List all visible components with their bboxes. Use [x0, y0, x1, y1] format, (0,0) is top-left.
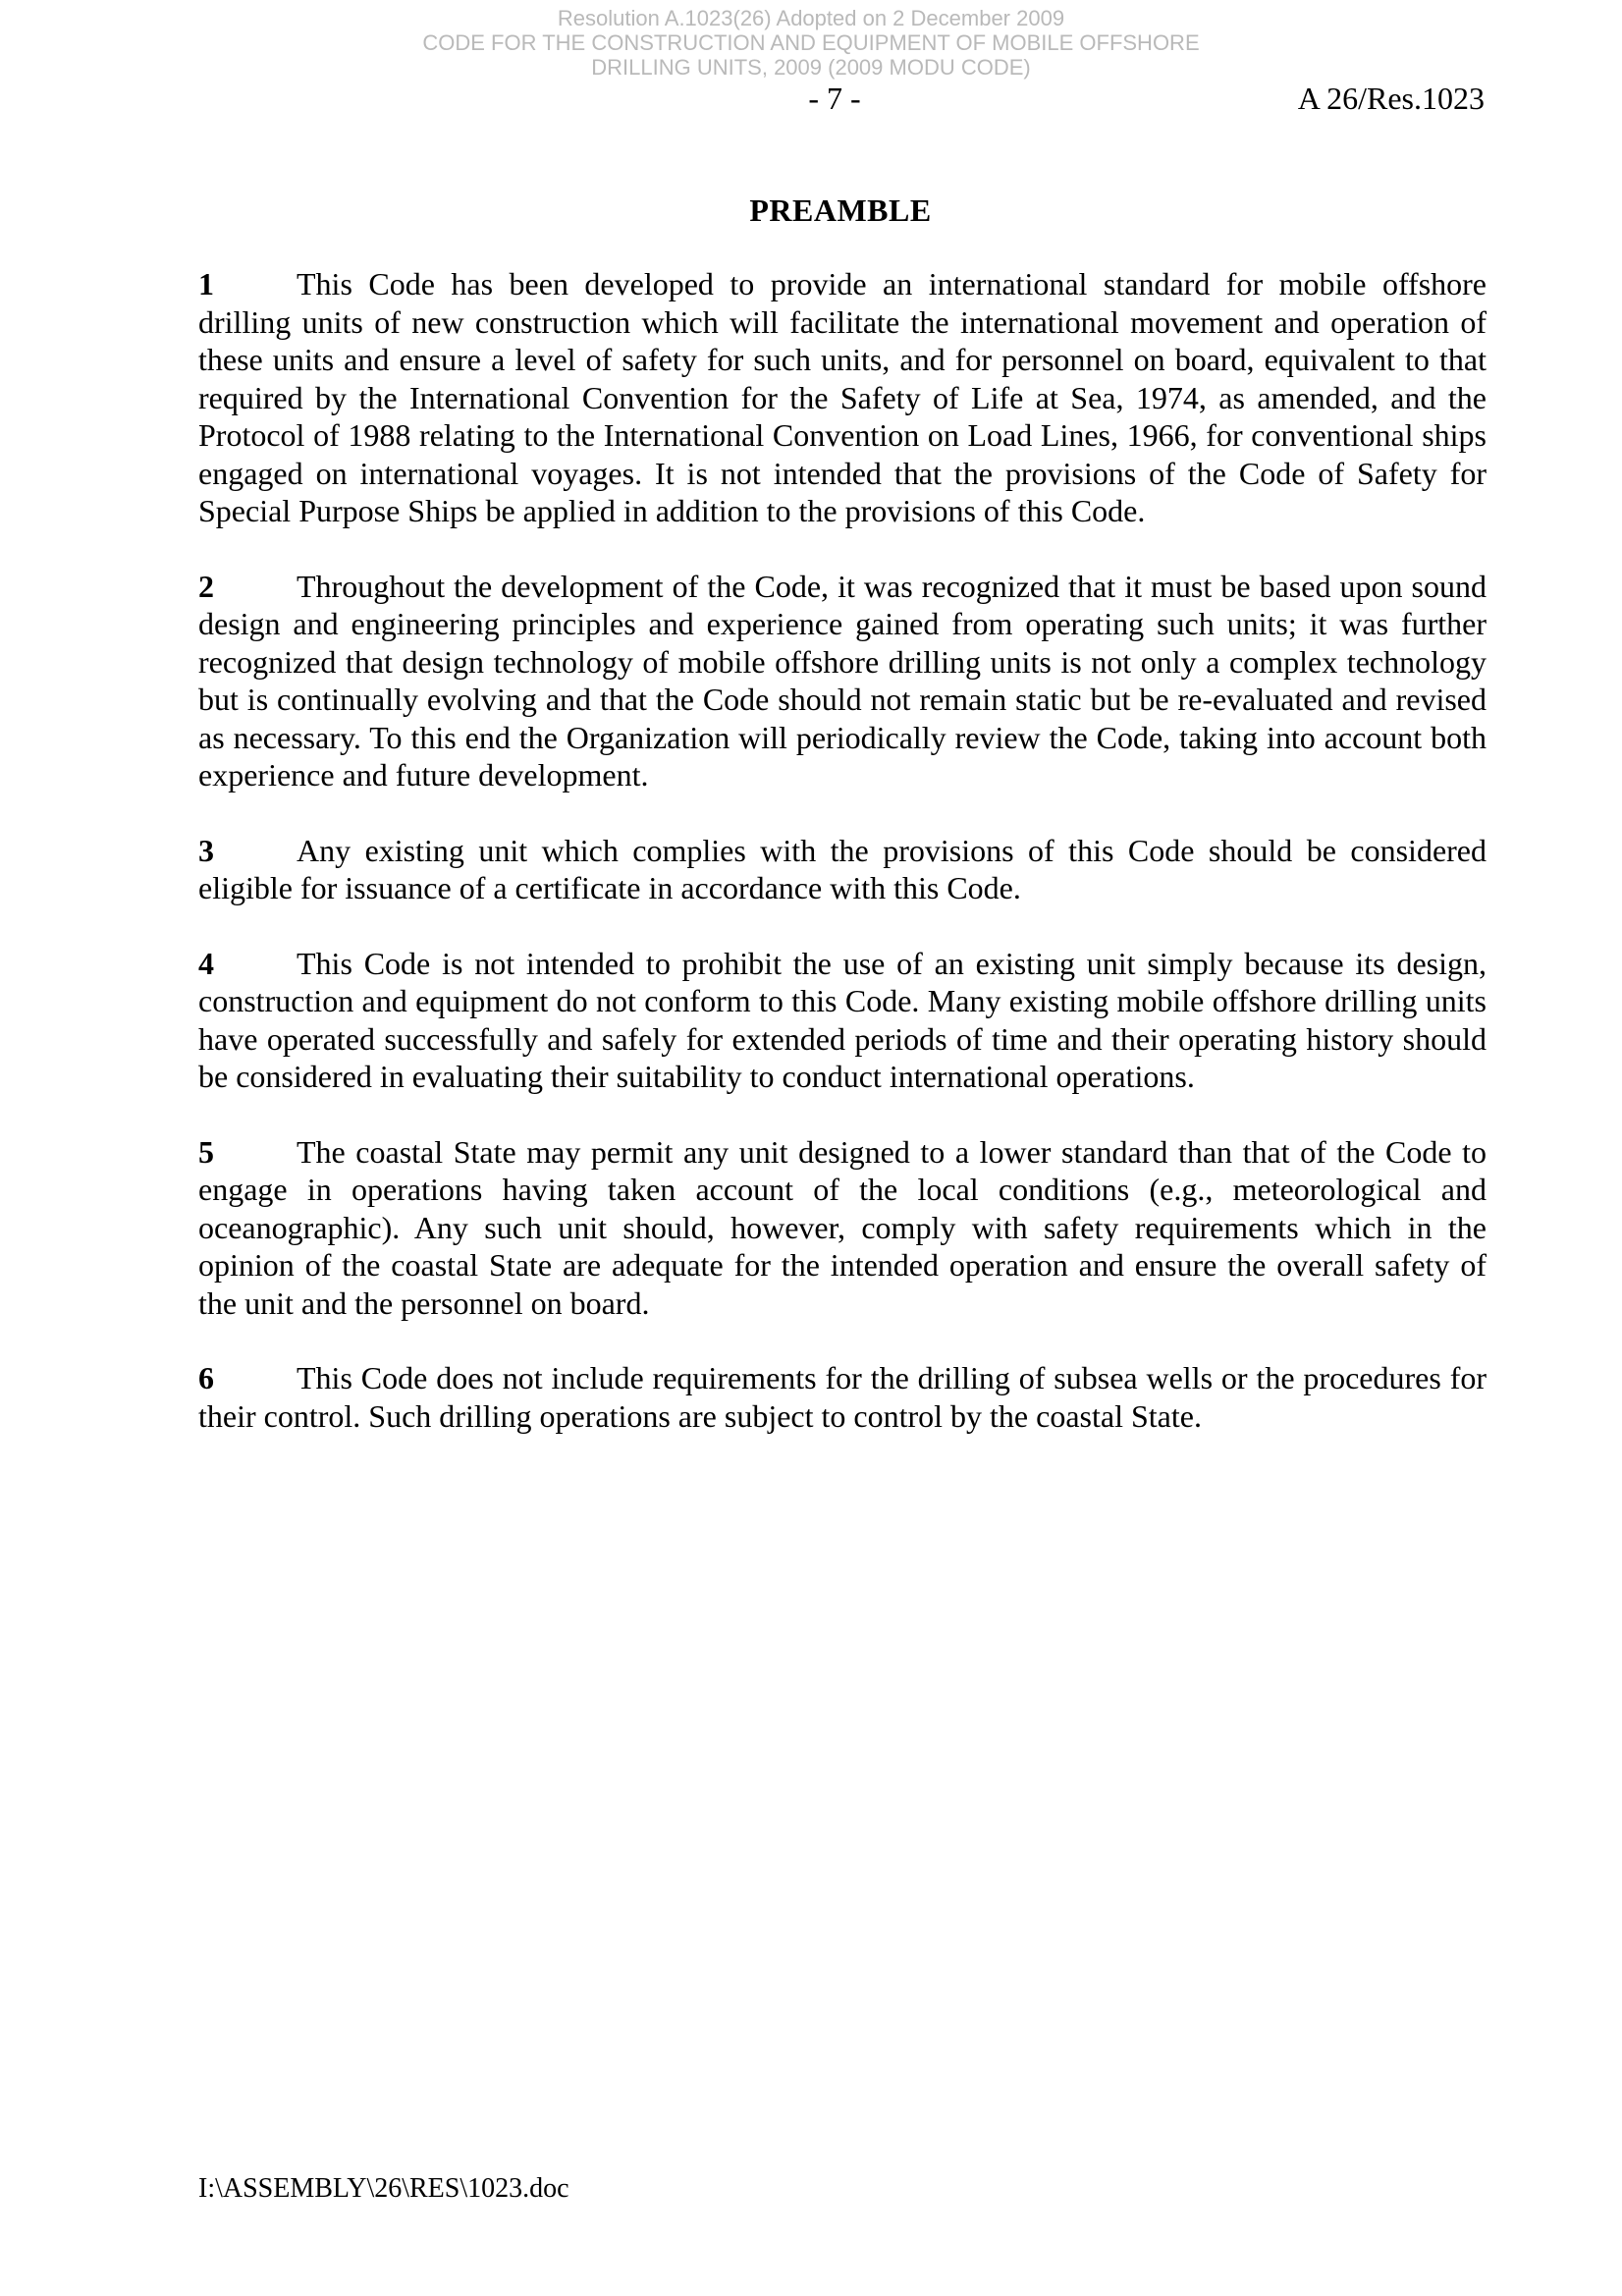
page-number: - 7 -	[808, 81, 861, 116]
paragraph-text: The coastal State may permit any unit designed to a lower standard than that of the Code to engage in operations having taken account of the local conditions (e.g., meteorological and oceanographic). Any such unit should, however, comply with safety requirements which in the opinion of the coastal State are adequate for the intended operation and ensure the overall safety of the unit and the personnel on board.	[198, 1133, 1487, 1321]
document-body	[198, 265, 1487, 1472]
paragraph-number: 5	[198, 1133, 214, 1170]
footer-file-path: I:\ASSEMBLY\26\RES\1023.doc	[198, 2173, 569, 2204]
paragraph-2	[198, 568, 1487, 794]
paragraph-text: This Code is not intended to prohibit the use of an existing unit simply because its design, construction and equipment do not conform to this Code. Many existing mobile offshore drilling units have operated successfully and safely for extended periods of time and their operating history should be considered in evaluating their suitability to conduct international operations.	[198, 945, 1487, 1094]
paragraph-1	[198, 265, 1487, 530]
paragraph-text: This Code has been developed to provide an international standard for mobile offshore drilling units of new construction which will facilitate the international movement and operation of these units and ensure a level of safety for such units, and for personnel on board, equivalent to that required by the International Convention for the Safety of Life at Sea, 1974, as amended, and the Protocol of 1988 relating to the International Convention on Load Lines, 1966, for conventional ships engaged on international voyages. It is not intended that the provisions of the Code of Safety for Special Purpose Ships be applied in addition to the provisions of this Code.	[198, 266, 1487, 528]
paragraph-5	[198, 1133, 1487, 1323]
paragraph-6	[198, 1359, 1487, 1435]
paragraph-number: 2	[198, 568, 214, 604]
document-symbol: A 26/Res.1023	[1297, 81, 1485, 116]
paragraph-3	[198, 832, 1487, 907]
paragraph-number: 1	[198, 266, 214, 301]
paragraph-number: 4	[198, 945, 214, 981]
watermark	[0, 6, 1622, 80]
page-title: PREAMBLE	[749, 192, 932, 228]
paragraph-number: 6	[198, 1360, 214, 1395]
paragraph-number: 3	[198, 832, 214, 868]
watermark-line-3: DRILLING UNITS, 2009 (2009 MODU CODE)	[591, 55, 1031, 80]
paragraph-4	[198, 945, 1487, 1096]
paragraph-text: Any existing unit which complies with the provisions of this Code should be considered eligible for issuance of a certificate in accordance with this Code.	[198, 832, 1487, 905]
paragraph-text: Throughout the development of the Code, it was recognized that it must be based upon sound design and engineering principles and experience gained from operating such units; it was further recognized that design technology of mobile offshore drilling units is not only a complex technology but is continually evolving and that the Code should not remain static but be re-evaluated and revised as necessary. To this end the Organization will periodically review the Code, taking into account both experience and future development.	[198, 568, 1487, 793]
watermark-line-2: CODE FOR THE CONSTRUCTION AND EQUIPMENT OF MOBILE OFFSHORE	[422, 30, 1200, 55]
paragraph-text: This Code does not include requirements for the drilling of subsea wells or the procedures for their control. Such drilling operations are subject to control by the coastal State.	[198, 1360, 1487, 1434]
watermark-line-1: Resolution A.1023(26) Adopted on 2 December 2009	[557, 6, 1065, 30]
